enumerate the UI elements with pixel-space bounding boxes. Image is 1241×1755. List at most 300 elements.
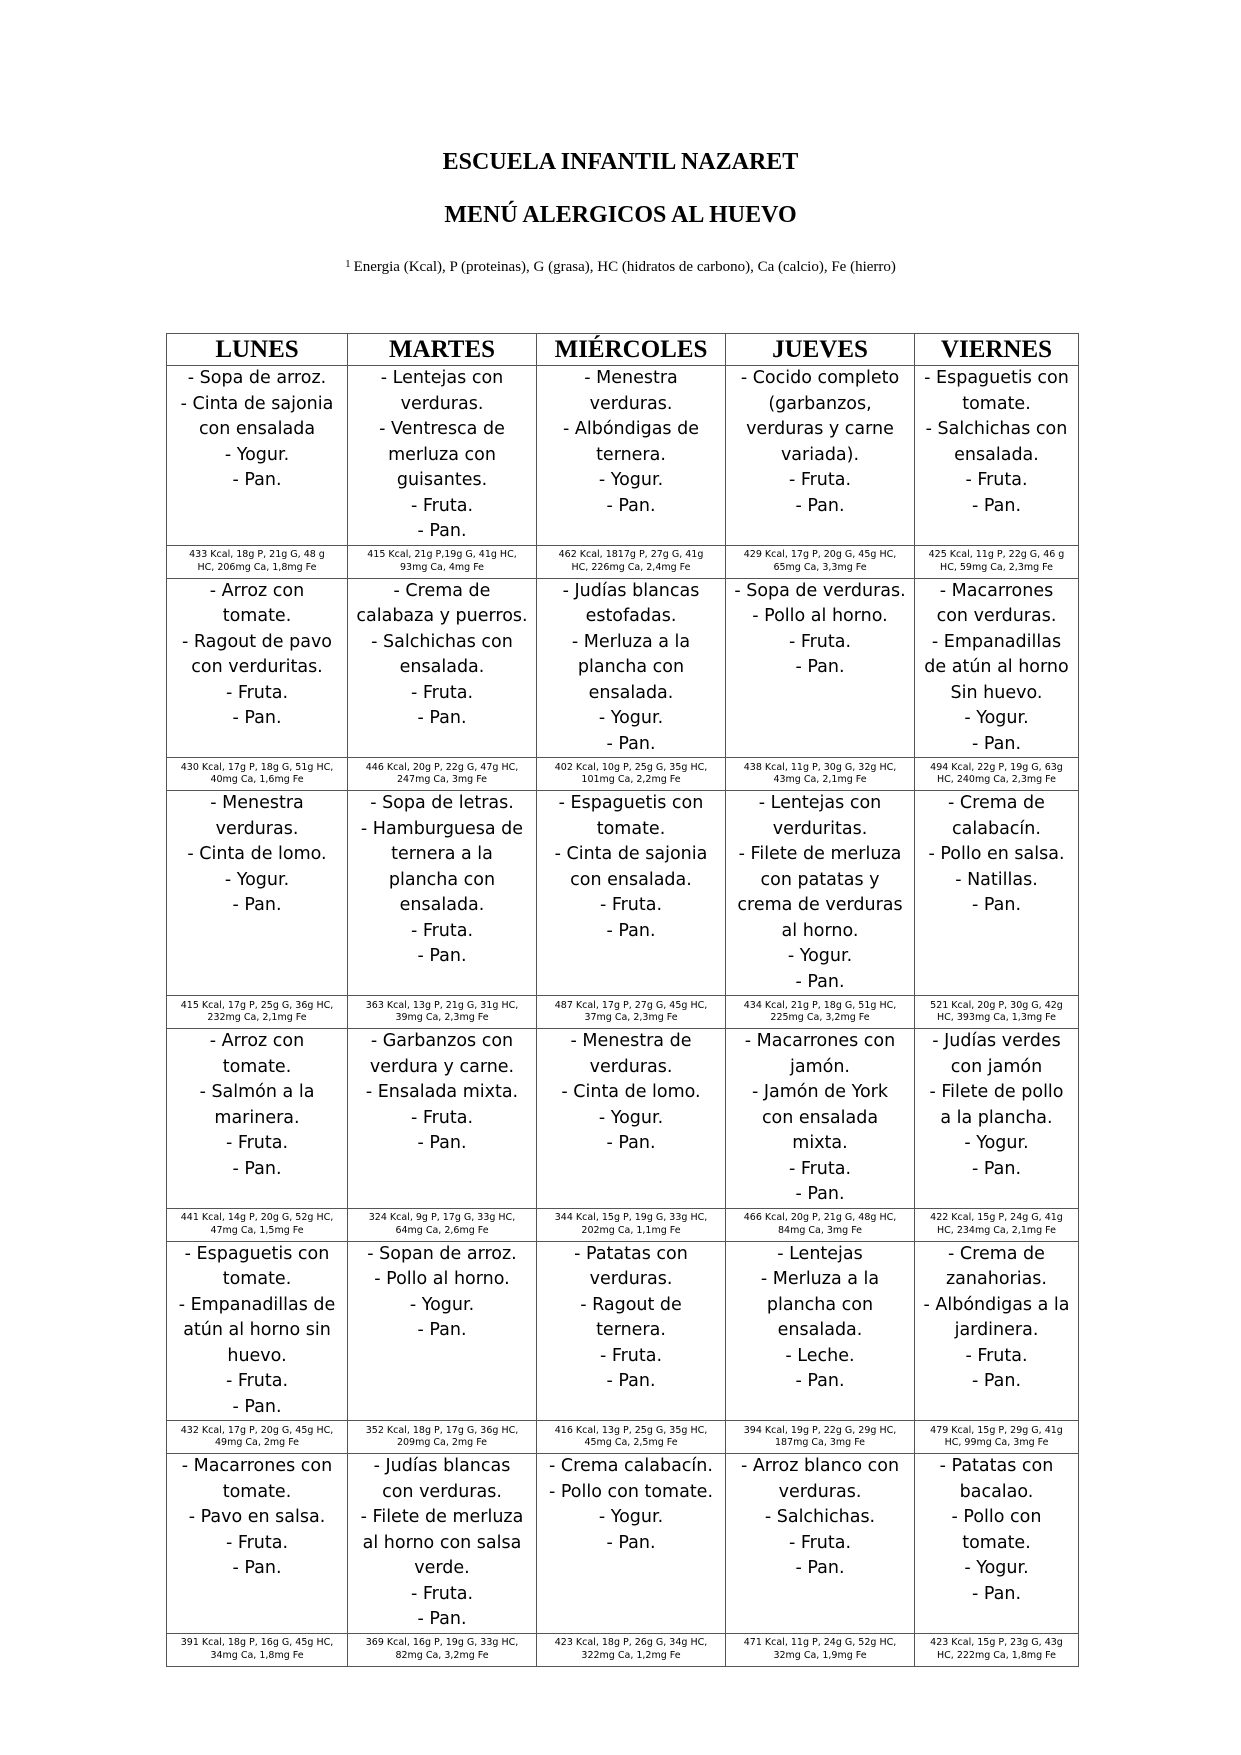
dish-line: - Yogur.	[409, 1294, 475, 1315]
dish-line: verde.	[414, 1558, 470, 1578]
dish-line: - Pan.	[232, 1396, 282, 1417]
dish-line: - Fruta.	[788, 631, 852, 652]
dish-line: ensalada.	[954, 444, 1039, 465]
dish-line: marinera.	[214, 1107, 300, 1128]
meal-row	[167, 578, 1079, 758]
nutrition-cell	[348, 1208, 537, 1241]
dish-line: - Yogur.	[224, 869, 290, 890]
dish-line: - Pan.	[971, 733, 1022, 754]
dish-line: verduras.	[400, 393, 484, 414]
dish-line: con jamón	[950, 1056, 1043, 1077]
nutrition-line: 434 Kcal, 21g P, 18g G, 51g HC,	[743, 999, 897, 1011]
dish-line: - Ragout de pavo	[181, 631, 333, 652]
nutrition-line: 369 Kcal, 16g P, 19g G, 33g HC,	[365, 1637, 519, 1648]
dish-line: - Pan.	[417, 1133, 467, 1153]
dish-line: - Yogur.	[964, 1558, 1029, 1578]
day-header-thursday: JUEVES	[726, 334, 915, 366]
meal-cell	[167, 1454, 348, 1634]
dish-line: - Pan.	[606, 495, 656, 516]
dish-line: - Salchichas con	[371, 631, 513, 652]
meal-cell	[726, 1029, 915, 1209]
dish-line: huevo.	[227, 1345, 287, 1366]
dish-line: - Fruta.	[965, 1345, 1028, 1366]
dish-line: verduritas.	[772, 818, 868, 839]
meal-cell	[167, 578, 348, 758]
nutrition-line: 394 Kcal, 19g P, 22g G, 29g HC,	[743, 1424, 897, 1436]
footnote-marker: 1	[345, 258, 351, 270]
dish-line: - Pan.	[795, 657, 845, 677]
nutrition-line: 352 Kcal, 18g P, 17g G, 36g HC,	[365, 1424, 519, 1436]
nutrition-line: HC, 222mg Ca, 1,8mg Fe	[937, 1649, 1056, 1661]
nutrition-cell	[726, 545, 915, 578]
nutrition-cell	[726, 1633, 915, 1666]
nutrition-cell	[167, 1421, 348, 1454]
dish-line: - Pan.	[606, 920, 656, 941]
dish-line: - Pan.	[232, 895, 282, 915]
dish-line: - Crema de	[948, 793, 1045, 813]
dish-line: - Jamón de York	[751, 1082, 888, 1102]
dish-line: - Salmón a la	[199, 1082, 315, 1102]
dish-line: - Pan.	[232, 1558, 282, 1578]
nutrition-line: 322mg Ca, 1,2mg Fe	[581, 1649, 681, 1661]
dish-line: - Menestra de	[570, 1031, 692, 1051]
nutrition-line: HC, 99mg Ca, 3mg Fe	[944, 1437, 1049, 1448]
nutrition-line: 521 Kcal, 20g P, 30g G, 42g	[930, 999, 1063, 1011]
dish-line: - Merluza a la	[760, 1269, 880, 1289]
dish-line: con patatas y	[760, 869, 880, 890]
dish-line: - Pan.	[606, 1133, 656, 1153]
dish-line: - Ensalada mixta.	[365, 1082, 519, 1102]
legend-text: Energia (Kcal), P (proteinas), G (grasa), HC (hidratos de carbono), Ca (calcio), Fe (hierro)	[353, 259, 896, 275]
dish-line: - Sopa de arroz.	[187, 368, 327, 388]
nutrition-line: 433 Kcal, 18g P, 21g G, 48 g	[189, 549, 325, 560]
dish-line: - Arroz con	[209, 580, 305, 601]
dish-line: - Empanadillas de	[178, 1294, 336, 1315]
meal-cell	[537, 791, 726, 996]
nutrition-line: 202mg Ca, 1,1mg Fe	[581, 1224, 681, 1236]
nutrition-cell	[915, 758, 1079, 791]
dish-line: - Yogur.	[598, 1507, 664, 1527]
dish-line: mixta.	[792, 1133, 848, 1153]
dish-line: ensalada.	[399, 895, 485, 915]
nutrition-line: 422 Kcal, 15g P, 24g G, 41g	[930, 1212, 1063, 1223]
nutrition-line: 462 Kcal, 1817g P, 27g G, 41g	[558, 549, 704, 560]
dish-line: - Fruta.	[788, 1532, 852, 1553]
meal-row	[167, 1454, 1079, 1634]
dish-line: tomate.	[222, 606, 292, 626]
nutrition-line: 466 Kcal, 20g P, 21g G, 48g HC,	[743, 1212, 897, 1223]
dish-line: - Fruta.	[965, 470, 1028, 490]
dish-line: - Pan.	[795, 971, 845, 992]
nutrition-line: 49mg Ca, 2mg Fe	[214, 1437, 300, 1448]
dish-line: - Pollo al horno.	[752, 606, 888, 626]
nutrition-line: 471 Kcal, 11g P, 24g G, 52g HC,	[743, 1637, 897, 1648]
dish-line: con verduritas.	[191, 657, 323, 677]
dish-line: - Cinta de sajonia	[180, 393, 334, 414]
nutrition-line: 416 Kcal, 13g P, 25g G, 35g HC,	[554, 1424, 708, 1436]
dish-line: - Crema de	[948, 1243, 1045, 1264]
dish-line: - Lentejas con	[380, 368, 504, 388]
dish-line: - Fruta.	[410, 1107, 474, 1128]
nutrition-line: 82mg Ca, 3,2mg Fe	[395, 1649, 489, 1661]
nutrition-line: 65mg Ca, 3,3mg Fe	[773, 561, 867, 573]
dish-line: - Yogur.	[598, 470, 664, 490]
meal-row	[167, 366, 1079, 546]
nutrition-line: HC, 226mg Ca, 2,4mg Fe	[571, 561, 691, 573]
nutrition-cell	[726, 758, 915, 791]
nutrition-line: 34mg Ca, 1,8mg Fe	[210, 1649, 304, 1661]
dish-line: - Pan.	[971, 895, 1022, 915]
dish-line: verduras y carne	[746, 419, 894, 439]
dish-line: - Merluza a la	[571, 631, 691, 652]
meal-cell	[915, 791, 1079, 996]
nutrition-cell	[348, 545, 537, 578]
nutrition-cell	[537, 1633, 726, 1666]
dish-line: - Lentejas con	[758, 793, 882, 813]
nutrition-cell	[726, 996, 915, 1029]
dish-line: tomate.	[222, 1056, 292, 1077]
meal-cell	[915, 578, 1079, 758]
dish-line: - Ventresca de	[379, 419, 505, 439]
dish-line: jamón.	[790, 1056, 850, 1077]
dish-line: - Pan.	[606, 733, 656, 754]
dish-line: tomate.	[962, 393, 1031, 414]
dish-line: - Fruta.	[225, 1532, 289, 1553]
meal-cell	[537, 366, 726, 546]
nutrition-line: 430 Kcal, 17g P, 18g G, 51g HC,	[180, 761, 334, 773]
dish-line: - Cinta de lomo.	[187, 844, 327, 864]
dish-line: - Menestra	[584, 368, 678, 388]
nutrition-line: 40mg Ca, 1,6mg Fe	[210, 774, 304, 785]
nutrition-cell	[348, 758, 537, 791]
dish-line: - Pan.	[606, 1532, 656, 1553]
dish-line: calabacín.	[952, 818, 1041, 839]
nutrition-line: 39mg Ca, 2,3mg Fe	[395, 1012, 489, 1023]
dish-line: - Yogur.	[598, 1107, 664, 1128]
dish-line: - Pan.	[417, 521, 467, 541]
dish-line: - Albóndigas a la	[923, 1294, 1070, 1315]
dish-line: verduras.	[215, 818, 299, 839]
dish-line: con verduras.	[936, 606, 1057, 626]
dish-line: merluza con	[388, 444, 496, 465]
dish-line: verduras.	[589, 1269, 673, 1289]
dish-line: de atún al horno	[924, 657, 1069, 677]
dish-line: ternera.	[596, 444, 666, 465]
dish-line: - Pan.	[795, 1558, 845, 1578]
meal-row	[167, 1241, 1079, 1421]
dish-line: - Pan.	[795, 1184, 845, 1204]
nutrition-line: 64mg Ca, 2,6mg Fe	[395, 1224, 489, 1236]
meal-cell	[726, 791, 915, 996]
dish-line: - Crema calabacín.	[549, 1456, 713, 1476]
dish-line: zanahorias.	[946, 1269, 1047, 1289]
meal-cell	[348, 1029, 537, 1209]
dish-line: - Pollo con tomate.	[548, 1481, 714, 1502]
dish-line: verduras.	[778, 1481, 862, 1502]
nutrition-line: 324 Kcal, 9g P, 17g G, 33g HC,	[368, 1212, 516, 1223]
day-header-tuesday: MARTES	[348, 334, 537, 366]
dish-line: - Sopa de letras.	[370, 793, 514, 813]
dish-line: - Fruta.	[788, 1158, 852, 1179]
dish-line: - Pan.	[971, 495, 1022, 516]
dish-line: - Arroz blanco con	[740, 1456, 900, 1476]
dish-line: al horno.	[781, 920, 859, 941]
dish-line: - Ragout de	[580, 1294, 682, 1315]
dish-line: tomate.	[222, 1481, 292, 1502]
nutrition-line: 446 Kcal, 20g P, 22g G, 47g HC,	[365, 761, 519, 773]
nutrition-cell	[537, 758, 726, 791]
nutrition-legend	[0, 259, 1241, 276]
nutrition-row	[167, 1208, 1079, 1241]
dish-line: estofadas.	[585, 606, 677, 626]
nutrition-cell	[167, 1208, 348, 1241]
dish-line: - Espaguetis con	[924, 368, 1069, 388]
meal-cell	[915, 1241, 1079, 1421]
nutrition-line: 344 Kcal, 15g P, 19g G, 33g HC,	[554, 1212, 708, 1223]
dish-line: Sin huevo.	[950, 682, 1043, 703]
dish-line: - Crema de	[393, 580, 491, 601]
nutrition-line: 432 Kcal, 17g P, 20g G, 45g HC,	[180, 1424, 334, 1436]
meal-cell	[537, 578, 726, 758]
dish-line: - Sopa de verduras.	[734, 580, 906, 601]
dish-line: variada).	[780, 444, 860, 465]
nutrition-line: 425 Kcal, 11g P, 22g G, 46 g	[928, 549, 1065, 560]
nutrition-line: HC, 206mg Ca, 1,8mg Fe	[197, 561, 317, 573]
meal-cell	[915, 1029, 1079, 1209]
dish-line: - Menestra	[210, 793, 304, 813]
meal-cell	[167, 366, 348, 546]
nutrition-cell	[348, 1633, 537, 1666]
nutrition-cell	[537, 545, 726, 578]
nutrition-cell	[167, 1633, 348, 1666]
meal-cell	[167, 791, 348, 996]
dish-line: - Fruta.	[788, 470, 852, 490]
nutrition-line: 423 Kcal, 15g P, 23g G, 43g	[930, 1637, 1063, 1648]
dish-line: - Yogur.	[787, 946, 853, 966]
nutrition-cell	[915, 996, 1079, 1029]
meal-cell	[537, 1241, 726, 1421]
nutrition-line: 391 Kcal, 18g P, 16g G, 45g HC,	[180, 1637, 334, 1648]
menu-title: MENÚ ALERGICOS AL HUEVO	[444, 202, 797, 228]
dish-line: - Macarrones con	[744, 1031, 896, 1051]
nutrition-line: 429 Kcal, 17g P, 20g G, 45g HC,	[743, 549, 897, 560]
dish-line: tomate.	[596, 818, 666, 839]
dish-line: con ensalada	[761, 1107, 879, 1128]
meal-cell	[726, 578, 915, 758]
nutrition-line: 101mg Ca, 2,2mg Fe	[581, 774, 681, 785]
dish-line: - Pan.	[971, 1371, 1022, 1391]
meal-cell	[915, 1454, 1079, 1634]
dish-line: - Pollo en salsa.	[928, 844, 1065, 864]
dish-line: verduras.	[589, 1056, 673, 1077]
dish-line: verdura y carne.	[369, 1056, 515, 1077]
dish-line: - Cinta de sajonia	[554, 844, 708, 864]
dish-line: - Yogur.	[598, 708, 664, 728]
nutrition-line: 84mg Ca, 3mg Fe	[777, 1224, 863, 1236]
dish-line: - Fruta.	[410, 1583, 474, 1604]
meal-cell	[537, 1029, 726, 1209]
nutrition-line: 37mg Ca, 2,3mg Fe	[584, 1012, 678, 1023]
dish-line: - Pan.	[795, 495, 845, 516]
day-header-monday: LUNES	[167, 334, 348, 366]
dish-line: - Cocido completo	[740, 368, 900, 388]
nutrition-cell	[915, 545, 1079, 578]
dish-line: atún al horno sin	[183, 1320, 331, 1340]
nutrition-line: 225mg Ca, 3,2mg Fe	[770, 1012, 870, 1023]
dish-line: con ensalada	[198, 419, 316, 439]
dish-line: - Filete de merluza	[360, 1507, 524, 1527]
dish-line: - Hamburguesa de	[360, 818, 524, 839]
dish-line: verduras.	[589, 393, 673, 414]
dish-line: - Espaguetis con	[558, 793, 704, 813]
dish-line: - Macarrones	[939, 580, 1054, 601]
dish-line: - Fruta.	[225, 682, 289, 703]
dish-line: - Fruta.	[225, 1371, 289, 1391]
nutrition-cell	[915, 1208, 1079, 1241]
nutrition-line: HC, 393mg Ca, 1,3mg Fe	[937, 1012, 1056, 1023]
dish-line: - Fruta.	[410, 682, 474, 703]
dish-line: tomate.	[222, 1269, 292, 1289]
dish-line: con ensalada.	[570, 869, 692, 890]
nutrition-line: 209mg Ca, 2mg Fe	[396, 1437, 488, 1448]
nutrition-line: HC, 59mg Ca, 2,3mg Fe	[940, 561, 1053, 573]
nutrition-row	[167, 758, 1079, 791]
menu-body	[167, 366, 1079, 1667]
nutrition-row	[167, 1421, 1079, 1454]
dish-line: jardinera.	[954, 1320, 1039, 1340]
nutrition-line: 479 Kcal, 15g P, 29g G, 41g	[930, 1424, 1063, 1436]
nutrition-line: 441 Kcal, 14g P, 20g G, 52g HC,	[180, 1212, 334, 1223]
dish-line: - Sopan de arroz.	[367, 1243, 517, 1264]
day-header-friday: VIERNES	[915, 334, 1079, 366]
dish-line: - Pan.	[606, 1371, 656, 1391]
nutrition-line: 415 Kcal, 21g P,19g G, 41g HC,	[367, 549, 517, 560]
nutrition-cell	[167, 758, 348, 791]
meal-cell	[915, 366, 1079, 546]
dish-line: - Cinta de lomo.	[561, 1082, 701, 1102]
dish-line: plancha con	[766, 1294, 874, 1315]
dish-line: - Yogur.	[224, 444, 290, 465]
dish-line: tomate.	[962, 1532, 1031, 1553]
nutrition-row	[167, 996, 1079, 1029]
dish-line: - Empanadillas	[931, 631, 1062, 652]
dish-line: - Leche.	[785, 1345, 855, 1366]
dish-line: - Pan.	[232, 1158, 282, 1179]
dish-line: con verduras.	[382, 1481, 502, 1502]
nutrition-line: 93mg Ca, 4mg Fe	[399, 561, 485, 573]
meal-cell	[537, 1454, 726, 1634]
nutrition-cell	[348, 1421, 537, 1454]
nutrition-line: 438 Kcal, 11g P, 30g G, 32g HC,	[743, 761, 897, 773]
school-title: ESCUELA INFANTIL NAZARET	[442, 149, 799, 175]
meal-cell	[726, 1454, 915, 1634]
dish-line: - Espaguetis con	[184, 1243, 330, 1264]
meal-row	[167, 791, 1079, 996]
meal-cell	[348, 1241, 537, 1421]
dish-line: plancha con	[577, 657, 685, 677]
nutrition-line: 232mg Ca, 2,1mg Fe	[207, 1012, 307, 1023]
nutrition-cell	[915, 1421, 1079, 1454]
nutrition-row	[167, 1633, 1079, 1666]
nutrition-line: 415 Kcal, 17g P, 25g G, 36g HC,	[180, 999, 334, 1011]
nutrition-line: 43mg Ca, 2,1mg Fe	[773, 774, 867, 785]
nutrition-cell	[167, 996, 348, 1029]
nutrition-line: 423 Kcal, 18g P, 26g G, 34g HC,	[554, 1637, 708, 1648]
dish-line: guisantes.	[396, 470, 488, 490]
nutrition-line: 45mg Ca, 2,5mg Fe	[584, 1437, 678, 1448]
meal-row	[167, 1029, 1079, 1209]
nutrition-cell	[348, 996, 537, 1029]
dish-line: - Fruta.	[410, 920, 474, 941]
dish-line: - Fruta.	[410, 495, 474, 516]
nutrition-line: 47mg Ca, 1,5mg Fe	[210, 1224, 304, 1236]
day-header-wednesday: MIÉRCOLES	[537, 334, 726, 366]
dish-line: al horno con salsa	[362, 1532, 522, 1553]
dish-line: ternera a la	[391, 844, 493, 864]
dish-line: - Judías blancas	[562, 580, 700, 601]
meal-cell	[348, 366, 537, 546]
nutrition-row	[167, 545, 1079, 578]
dish-line: calabaza y puerros.	[356, 606, 528, 626]
dish-line: - Pan.	[232, 708, 282, 728]
nutrition-line: 363 Kcal, 13g P, 21g G, 31g HC,	[365, 999, 519, 1011]
weekly-menu-table	[166, 333, 1079, 1667]
dish-line: ensalada.	[399, 657, 485, 677]
dish-line: - Pollo al horno.	[374, 1269, 510, 1289]
dish-line: - Pan.	[971, 1583, 1022, 1604]
nutrition-line: 494 Kcal, 22g P, 19g G, 63g	[930, 761, 1063, 773]
meal-cell	[167, 1241, 348, 1421]
nutrition-line: HC, 240mg Ca, 2,3mg Fe	[937, 774, 1056, 785]
dish-line: - Patatas con	[574, 1243, 688, 1264]
nutrition-line: 247mg Ca, 3mg Fe	[396, 774, 488, 785]
dish-line: - Pollo con	[951, 1507, 1042, 1527]
dish-line: - Pan.	[795, 1371, 845, 1391]
meal-cell	[726, 366, 915, 546]
dish-line: - Yogur.	[964, 1133, 1029, 1153]
dish-line: - Yogur.	[964, 708, 1029, 728]
meal-cell	[726, 1241, 915, 1421]
dish-line: - Filete de pollo	[929, 1082, 1064, 1102]
dish-line: - Pan.	[417, 708, 467, 728]
meal-cell	[348, 1454, 537, 1634]
nutrition-cell	[726, 1421, 915, 1454]
dish-line: ternera.	[596, 1320, 666, 1340]
meal-cell	[348, 791, 537, 996]
nutrition-line: HC, 234mg Ca, 2,1mg Fe	[937, 1224, 1056, 1236]
dish-line: - Fruta.	[599, 1345, 663, 1366]
dish-line: (garbanzos,	[768, 393, 872, 414]
dish-line: - Pan.	[417, 1609, 467, 1629]
dish-line: - Natillas.	[955, 869, 1038, 890]
nutrition-cell	[537, 1208, 726, 1241]
nutrition-cell	[167, 545, 348, 578]
nutrition-cell	[915, 1633, 1079, 1666]
dish-line: - Pan.	[232, 470, 282, 490]
meal-cell	[348, 578, 537, 758]
dish-line: plancha con	[388, 869, 496, 890]
day-header-row	[167, 334, 1079, 366]
dish-line: - Pavo en salsa.	[188, 1507, 326, 1527]
dish-line: bacalao.	[959, 1481, 1034, 1502]
nutrition-line: 487 Kcal, 17g P, 27g G, 45g HC,	[554, 999, 708, 1011]
dish-line: - Macarrones con	[181, 1456, 333, 1476]
dish-line: - Judías verdes	[932, 1031, 1061, 1051]
dish-line: - Filete de merluza	[738, 844, 902, 864]
dish-line: - Albóndigas de	[563, 419, 699, 439]
nutrition-line: 402 Kcal, 10g P, 25g G, 35g HC,	[554, 761, 708, 773]
dish-line: - Fruta.	[599, 895, 663, 915]
